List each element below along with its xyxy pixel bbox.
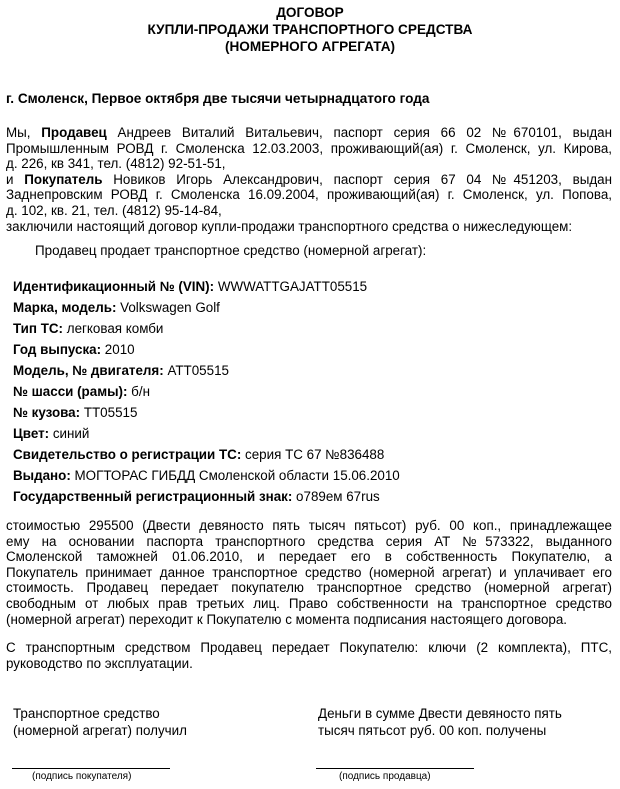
field-label: Год выпуска: [13,342,102,357]
seller-label: Продавец [41,125,107,140]
field-label: Модель, № двигателя: [13,363,164,378]
field-label: Свидетельство о регистрации ТС: [13,447,242,462]
document-title-line3: (НОМЕРНОГО АГРЕГАТА) [224,39,396,54]
field-color [13,426,89,441]
parties-line: Промышленным РОВД г. Смоленска 12.03.2003, проживающий(ая) г. Смоленск, ул. Кирова, [6,140,612,156]
field-vehicle-type [13,321,163,336]
cost-line: стоимость. Продавец передает покупателю транспортное средство (номерной агрегат) [6,580,612,596]
intro-text: Продавец продает транспортное средство (номерной агрегат): [35,243,427,258]
cost-line: ему на основании паспорта транспортного средства серия АТ №573322, выданного [6,533,612,549]
field-value: серия ТС 67 №836488 [241,447,385,462]
buyer-receipt-line2: (номерной агрегат) получил [13,723,187,738]
document-title-line2: КУПЛИ-ПРОДАЖИ ТРАНСПОРТНОГО СРЕДСТВА [147,22,473,37]
cost-line: Смоленской таможней 01.06.2010, и передает его в собственность Покупателю, а [6,549,612,565]
field-make-model [13,300,220,315]
parties-text: и [6,171,25,187]
field-label: Идентификационный № (VIN): [13,279,215,294]
field-label: Тип ТС: [13,321,64,336]
transfer-paragraph [6,640,612,671]
field-label: № шасси (рамы): [13,384,128,399]
parties-line [6,172,612,188]
place-and-date: г. Смоленск, Первое октября две тысячи четырнадцатого года [6,91,430,106]
field-body [13,405,137,420]
seller-receipt-line2: тысяч пятьсот руб. 00 коп. получены [318,723,547,738]
field-vin [13,279,367,294]
field-chassis [13,384,150,399]
buyer-signature-caption: (подпись покупателя) [32,771,132,782]
field-issued-by [13,468,400,483]
field-value: Volkswagen Golf [116,300,220,315]
parties-line [6,125,612,141]
seller-receipt-text [318,705,562,739]
cost-paragraph [6,518,612,627]
field-label: Цвет: [13,426,50,441]
parties-line: Заднепровским РОВД г. Смоленска 16.09.2004, проживающий(ая) г. Смоленск, ул. Попова, [6,187,612,203]
parties-line: д. 226, кв 341, тел. (4812) 92-51-51, [6,156,226,172]
buyer-signature-line [12,768,170,769]
field-value: TT05515 [80,405,138,420]
field-label: Государственный регистрационный знак: [13,489,293,504]
seller-receipt-line1: Деньги в сумме Двести девяносто пять [318,706,562,721]
cost-line: свободным от любых прав третьих лиц. Право собственности на транспортное средство [6,595,612,611]
buyer-receipt-text [13,705,187,739]
cost-line: Покупатель принимает данное транспортное средство (номерной агрегат) и уплачивает его [6,564,612,580]
field-value: б/н [127,384,150,399]
field-label: Выдано: [13,468,71,483]
field-value: легковая комби [63,321,164,336]
transfer-line: руководство по эксплуатации. [6,655,193,671]
field-plate-number [13,489,380,504]
field-value: WWWATTGAJATT05515 [214,279,368,294]
buyer-details: Новиков Игорь Александрович, паспорт серия 67 04 №451203, выдан [102,171,612,187]
field-label: Марка, модель: [13,300,117,315]
field-value: о789ем 67rus [292,489,380,504]
document-title-line1: ДОГОВОР [276,5,344,20]
buyer-label: Покупатель [24,171,103,187]
parties-paragraph [6,125,612,234]
field-label: № кузова: [13,405,81,420]
field-value: МОГТОРАС ГИБДД Смоленской области 15.06.2010 [70,468,400,483]
cost-line: (номерной агрегат) переходит к Покупателю с момента подписания настоящего договора. [6,611,568,627]
field-registration-cert [13,447,384,462]
field-year [13,342,135,357]
field-value: 2010 [101,342,135,357]
cost-line: стоимостью 295500 (Двести девяносто пять тысяч пятьсот) руб. 00 коп., принадлежащее [6,518,612,533]
buyer-receipt-line1: Транспортное средство [13,706,160,721]
field-value: синий [49,426,90,441]
seller-signature-line [316,768,474,769]
seller-details: Андреев Виталий Витальевич, паспорт серия 66 02 №670101, выдан [106,125,612,140]
parties-line: заключили настоящий договор купли-продажи транспортного средства о нижеследующем: [6,218,573,234]
field-engine [13,363,229,378]
seller-signature-caption: (подпись продавца) [339,771,431,782]
field-value: ATT05515 [163,363,229,378]
parties-text: Мы, [6,125,42,140]
parties-line: д. 102, кв. 21, тел. (4812) 95-14-84, [6,202,222,218]
transfer-line: С транспортным средством Продавец передает Покупателю: ключи (2 комплекта), ПТС, [6,640,612,655]
